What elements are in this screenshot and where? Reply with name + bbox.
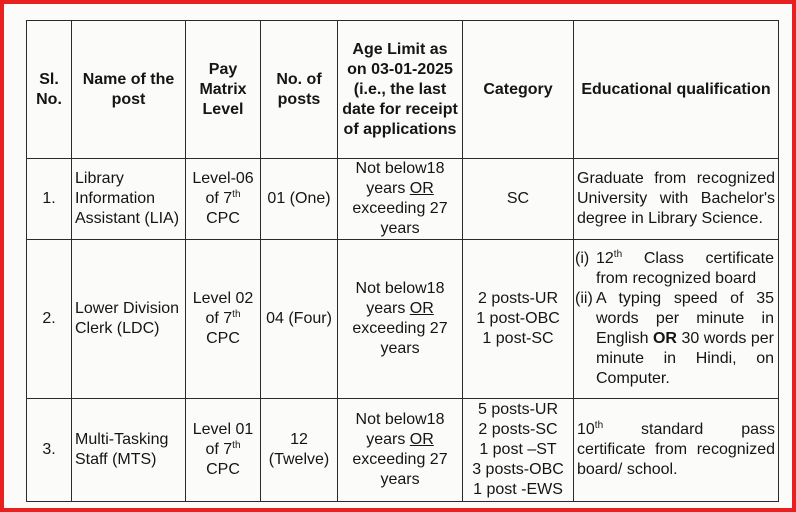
header-no-of-posts: No. of posts (261, 21, 338, 159)
qualification-item (575, 289, 774, 389)
row-sl-no: 2. (27, 240, 72, 399)
header-sl-no: Sl. No. (27, 21, 72, 159)
category-line: 1 post -EWS (473, 481, 563, 498)
row-post-name: Library Information Assistant (LIA) (72, 159, 186, 240)
item-text (596, 289, 774, 389)
item-number: (ii) (575, 290, 593, 307)
table-header-row (27, 21, 779, 159)
row-no-of-posts: 04 (Four) (261, 240, 338, 399)
header-pay-level: Pay Matrix Level (186, 21, 261, 159)
qualification-item (575, 249, 774, 289)
row-qualification: Graduate from recognized University with Bachelor's degree in Library Science. (574, 159, 779, 240)
pay-level-text: Level-06 of (192, 170, 254, 207)
age-or: OR (409, 431, 434, 448)
row-category (463, 399, 574, 502)
pay-level-cpc: 7th CPC (206, 440, 241, 478)
item-text-part: 30 words per minute in Hindi, on Computer. (596, 330, 774, 387)
age-text: Not below18 years (355, 160, 445, 197)
recruitment-table (26, 20, 779, 502)
row-qualification (574, 240, 779, 399)
table-row (27, 240, 779, 399)
row-age-limit (338, 240, 463, 399)
category-line: SC (506, 190, 530, 207)
row-pay-level (186, 159, 261, 240)
category-line: 1 post –ST (479, 441, 557, 458)
row-post-name: Multi-Tasking Staff (MTS) (72, 399, 186, 502)
age-text: exceeding 27 years (352, 200, 448, 237)
row-category (463, 159, 574, 240)
age-or: OR (409, 180, 434, 197)
row-qualification: 10th standard pass certificate from recognized board/ school. (574, 399, 779, 502)
age-text: Not below18 years (355, 280, 445, 317)
category-line: 2 posts-SC (478, 421, 558, 438)
category-line: 3 posts-OBC (472, 461, 564, 478)
table-row (27, 399, 779, 502)
category-line: 1 post-OBC (476, 310, 560, 327)
age-text: exceeding 27 years (352, 320, 448, 357)
row-pay-level (186, 240, 261, 399)
row-category (463, 240, 574, 399)
age-text: exceeding 27 years (352, 451, 448, 488)
category-line: 1 post-SC (482, 330, 554, 347)
pay-level-text: Level 01 of (192, 421, 254, 458)
header-qualification: Educational qualification (574, 21, 779, 159)
row-age-limit (338, 399, 463, 502)
pay-level-cpc: 7th CPC (206, 309, 241, 347)
header-post-name: Name of the post (72, 21, 186, 159)
row-pay-level (186, 399, 261, 502)
table-row (27, 159, 779, 240)
header-category: Category (463, 21, 574, 159)
header-age-limit: Age Limit as on 03-01-2025 (i.e., the last date for receipt of applications (338, 21, 463, 159)
item-number: (i) (575, 250, 590, 267)
pay-level-cpc: 7th CPC (206, 189, 241, 227)
item-text-bold: OR (652, 330, 677, 347)
row-sl-no: 3. (27, 399, 72, 502)
item-text-part: A typing speed of 35 words per minute in English (596, 290, 774, 347)
row-age-limit (338, 159, 463, 240)
row-sl-no: 1. (27, 159, 72, 240)
row-post-name: Lower Division Clerk (LDC) (72, 240, 186, 399)
age-text: Not below18 years (355, 411, 445, 448)
item-text: 12th Class certificate from recognized board (596, 249, 774, 287)
category-line: 5 posts-UR (477, 401, 559, 418)
pay-level-text: Level 02 of (192, 290, 254, 327)
row-no-of-posts: 01 (One) (261, 159, 338, 240)
age-or: OR (409, 300, 434, 317)
category-line: 2 posts-UR (477, 290, 559, 307)
row-no-of-posts: 12 (Twelve) (261, 399, 338, 502)
